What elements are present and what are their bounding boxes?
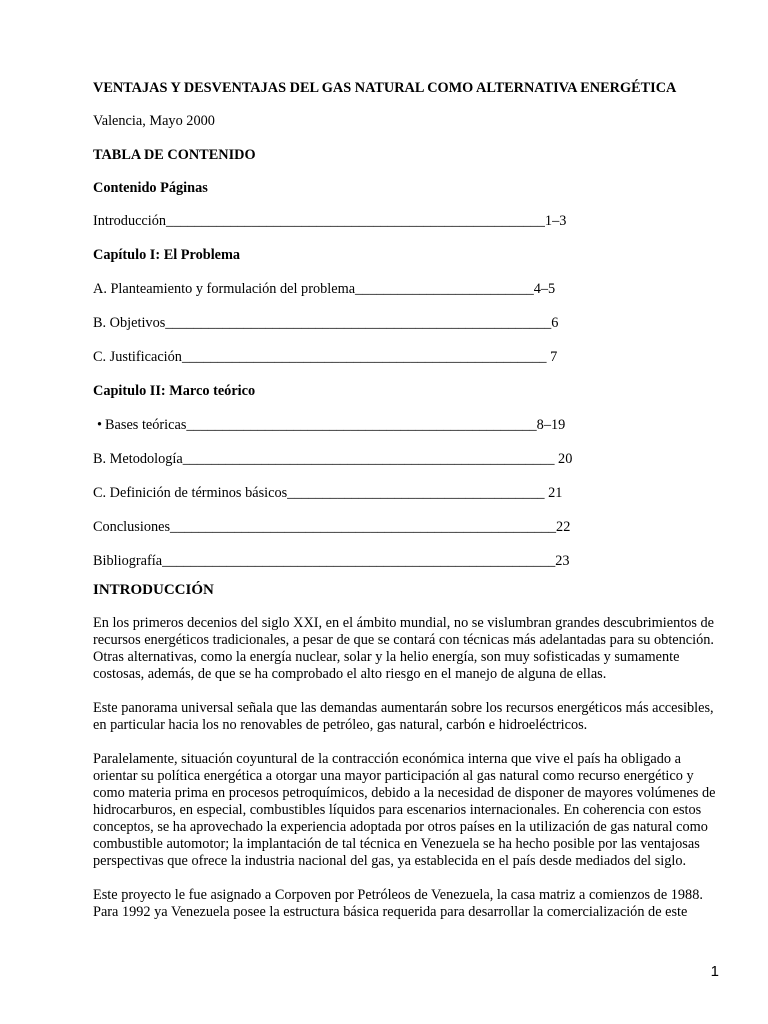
toc-item: C. Justificación___________________________________________________ 7 [93, 349, 558, 365]
toc-item: B. Objetivos______________________________________________________6 [93, 315, 559, 331]
toc-item: Introducción_____________________________________________________1–3 [93, 213, 567, 229]
toc-item: B. Metodología____________________________________________________ 20 [93, 451, 573, 467]
toc-chapter-heading: Capítulo I: El Problema [93, 247, 241, 263]
document-title: VENTAJAS Y DESVENTAJAS DEL GAS NATURAL COMO ALTERNATIVA ENERGÉTICA [93, 80, 677, 96]
toc-item: C. Definición de términos básicos____________________________________ 21 [93, 485, 563, 501]
document-page [93, 80, 733, 938]
paragraph: Paralelamente, situación coyuntural de la contracción económica interna que vive el país ha obligado a orientar su política energética a otorgar una mayor participación al gas natural como recurso energético y como materia prima en procesos petroquímicos, debido a la necesidad de disponer de mayores volúmenes de hidrocarburos, en especial, combustibles líquidos para escenarios internacionales. En coherencia con estos conceptos, se ha aprovechado la experiencia adoptada por otros países en la utilización de gas natural como combustible automotor; la implantación de tal técnica en Venezuela se ha hecho posible por las ventajosas perspectivas que ofrece la industria nacional del gas, ya establecida en el país desde mediados del siglo. [93, 751, 716, 869]
toc-chapter-heading: Capitulo II: Marco teórico [93, 383, 256, 399]
paragraph: Este proyecto le fue asignado a Corpoven por Petróleos de Venezuela, la casa matriz a comienzos de 1988. Para 1992 ya Venezuela posee la estructura básica requerida para desarrollar la comercialización de este [93, 887, 703, 920]
intro-heading: INTRODUCCIÓN [93, 582, 214, 598]
page-number: 1 [710, 963, 719, 980]
toc-item: • Bases teóricas_________________________________________________8–19 [97, 417, 566, 433]
toc-item: Conclusiones______________________________________________________22 [93, 519, 571, 535]
toc-columns-header: Contenido Páginas [93, 180, 208, 196]
toc-item: Bibliografía_______________________________________________________23 [93, 553, 570, 569]
bullet-icon: • [97, 417, 103, 433]
table-of-contents [93, 213, 733, 570]
toc-title: TABLA DE CONTENIDO [93, 147, 256, 163]
date-line: Valencia, Mayo 2000 [93, 113, 215, 129]
toc-item: A. Planteamiento y formulación del problema_________________________4–5 [93, 281, 556, 297]
paragraph: Este panorama universal señala que las demandas aumentarán sobre los recursos energéticos más accesibles, en particular hacia los no renovables de petróleo, gas natural, carbón e hidroeléctricos. [93, 700, 714, 733]
paragraph: En los primeros decenios del siglo XXI, en el ámbito mundial, no se vislumbran grandes descubrimientos de recursos energéticos tradicionales, a pesar de que se contará con técnicas más adelantadas para su obtención. Otras alternativas, como la energía nuclear, solar y la helio energía, son muy sofisticadas y sumamente costosas, además, de que se ha comprobado el alto riesgo en el manejo de alguna de ellas. [93, 615, 714, 682]
